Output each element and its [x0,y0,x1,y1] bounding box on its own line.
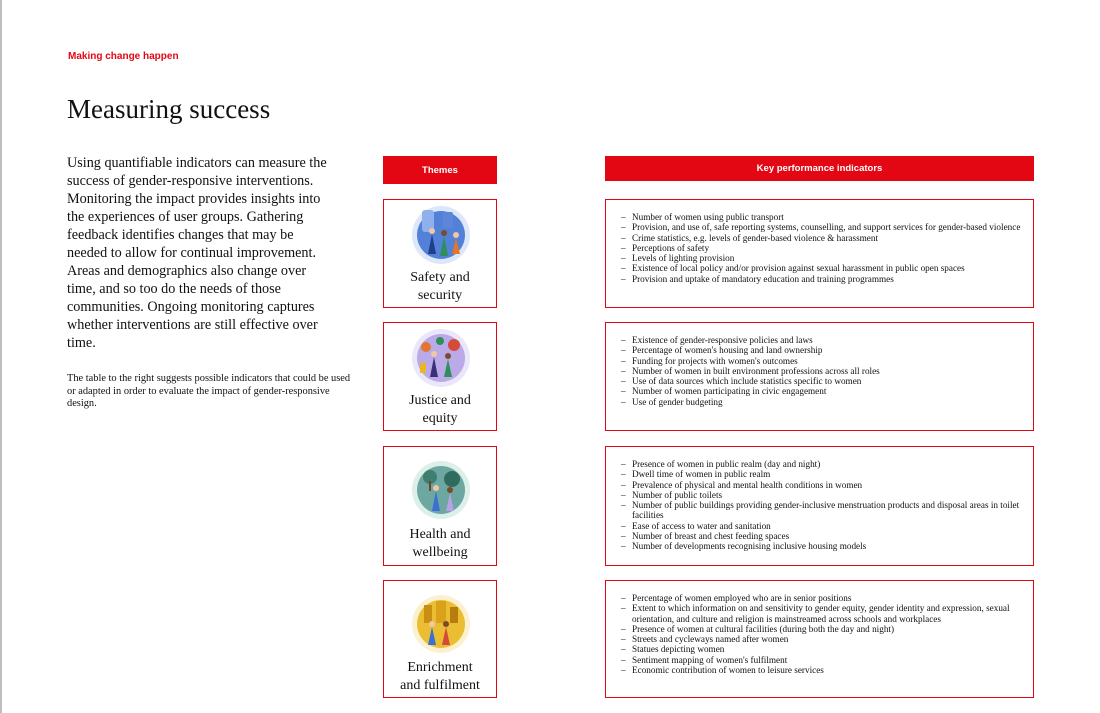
kpi-item: – Number of women in built environment professions across all roles [621,366,1023,376]
kpi-item: – Prevalence of physical and mental health conditions in women [621,480,1023,490]
kpi-list [621,212,1023,284]
kpi-item: – Number of women using public transport [621,212,1023,222]
kpi-item: – Use of data sources which include statistics specific to women [621,376,1023,386]
kpi-item: – Extent to which information on and sensitivity to gender equity, gender identity and expression, sexual orientation, and culture and religion is mainstreamed across schools and workplaces [621,603,1023,624]
kpi-item: – Provision and uptake of mandatory education and training programmes [621,274,1023,284]
kpi-item: – Number of public buildings providing gender-inclusive menstruation products and disposal areas in toilet facilities [621,500,1023,521]
table-note: The table to the right suggests possible indicators that could be used or adapted in order to evaluate the impact of gender-responsive design. [67,373,351,410]
kpi-item: – Presence of women in public realm (day and night) [621,459,1023,469]
kpi-item: – Number of public toilets [621,490,1023,500]
kpi-item: – Presence of women at cultural facilities (during both the day and night) [621,624,1023,634]
theme-label-line1: Health and [409,527,471,542]
kpi-item: – Perceptions of safety [621,243,1023,253]
kpi-item: – Levels of lighting provision [621,253,1023,263]
safety-security-illustration-icon [410,204,472,266]
intro-paragraph: Using quantifiable indicators can measure the success of gender-responsive interventions. Monitoring the impact provides insights into the experiences of user groups. Gathering feedback identifies changes that may be needed to allow for continual improvement. Areas and demographics also change over time, and so too do the needs of those communities. Ongoing monitoring captures whether interventions are still effective over time. [67,155,327,351]
kpi-item: – Number of women participating in civic engagement [621,386,1023,396]
theme-label-line2: equity [422,411,458,426]
kpi-item: – Provision, and use of, safe reporting systems, counselling, and support services for gender-based violence [621,222,1023,232]
kpi-item: – Existence of local policy and/or provision against sexual harassment in public open spaces [621,263,1023,273]
theme-label-line1: Justice and [409,393,471,408]
enrichment-fulfilment-illustration-icon [410,593,472,655]
theme-label-line2: wellbeing [412,545,468,560]
kpi-list [621,335,1023,407]
kpi-item: – Number of developments recognising inclusive housing models [621,541,1023,551]
themes-column-header: Themes [383,156,497,184]
kpi-item: – Percentage of women's housing and land ownership [621,345,1023,355]
section-kicker: Making change happen [68,51,179,62]
theme-label-line1: Safety and [410,270,470,285]
kpi-list [621,459,1023,552]
health-wellbeing-illustration-icon [410,459,472,521]
kpi-item: – Streets and cycleways named after women [621,634,1023,644]
kpi-card-health-wellbeing [605,446,1034,566]
kpi-item: – Statues depicting women [621,644,1023,654]
kpi-item: – Sentiment mapping of women's fulfilment [621,655,1023,665]
page-edge-rule [0,0,2,713]
theme-card-health-wellbeing [383,446,497,566]
kpi-item: – Crime statistics, e.g. levels of gender-based violence & harassment [621,233,1023,243]
theme-card-enrichment-fulfilment [383,580,497,698]
kpi-item: – Percentage of women employed who are in senior positions [621,593,1023,603]
kpi-column-header: Key performance indicators [605,156,1034,181]
theme-card-safety-security [383,199,497,308]
theme-label-line1: Enrichment [407,660,473,675]
kpi-item: – Ease of access to water and sanitation [621,521,1023,531]
page-title: Measuring success [67,94,271,124]
kpi-card-justice-equity [605,322,1034,431]
kpi-item: – Economic contribution of women to leisure services [621,665,1023,675]
justice-equity-illustration-icon [410,327,472,389]
theme-label-line2: security [417,288,463,303]
theme-label-line2: and fulfilment [400,678,480,693]
kpi-item: – Dwell time of women in public realm [621,469,1023,479]
kpi-card-safety-security [605,199,1034,308]
theme-card-justice-equity [383,322,497,431]
kpi-item: – Funding for projects with women's outcomes [621,356,1023,366]
kpi-item: – Existence of gender-responsive policies and laws [621,335,1023,345]
kpi-list [621,593,1023,675]
kpi-card-enrichment-fulfilment [605,580,1034,698]
kpi-item: – Use of gender budgeting [621,397,1023,407]
kpi-item: – Number of breast and chest feeding spaces [621,531,1023,541]
